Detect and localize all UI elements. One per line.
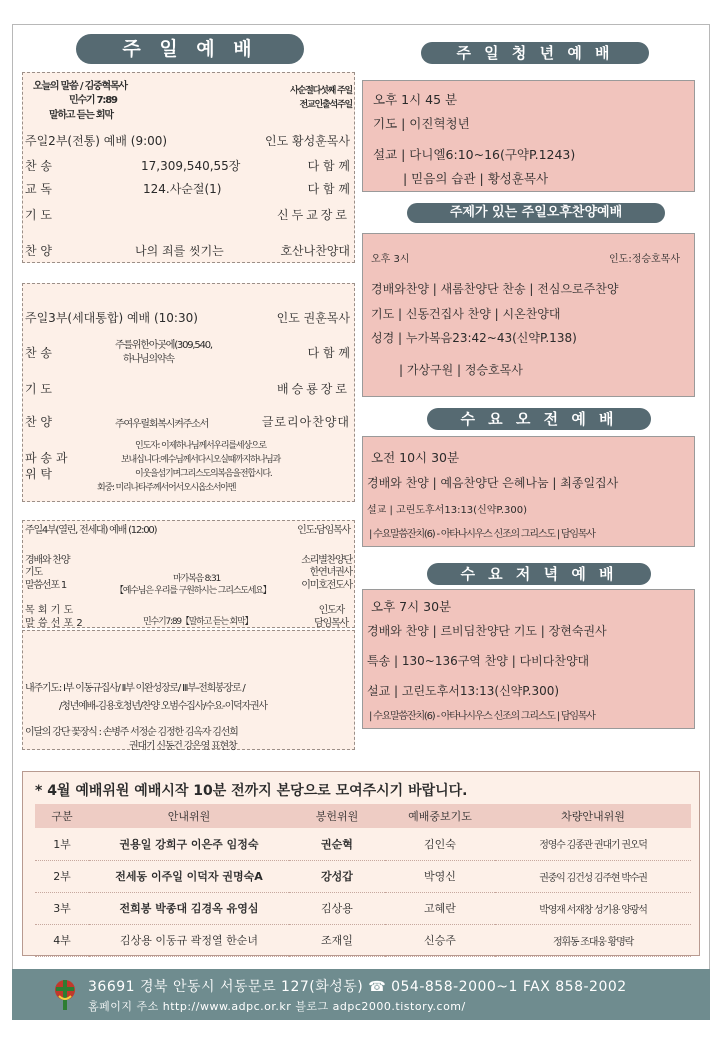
order-person: 소리별찬양단 <box>301 555 352 566</box>
order-person: 신두교장로 <box>277 208 350 222</box>
table-cell: 1부 <box>35 828 89 860</box>
table-cell: 2부 <box>35 860 89 892</box>
youth-sermon: 설교 | 다니엘6:10~16(구약P.1243) <box>373 147 576 162</box>
table-cell: 신승주 <box>385 924 495 956</box>
wed-morning-line: 설교 | 고린도후서13:13(신약P.300) <box>367 505 528 516</box>
table-cell: 조재일 <box>289 924 385 956</box>
service3-box <box>22 283 355 502</box>
order-value: 124.사순절(1) <box>143 182 222 196</box>
order-value: 주여우릴회복시켜주소서 <box>115 419 209 430</box>
order-label: 교 독 <box>25 182 52 196</box>
duty-section <box>22 771 700 956</box>
service3-leader: 인도 권훈목사 <box>276 311 350 325</box>
church-address: 36691 경북 안동시 서동문로 127(화성동) ☎ 054-858-2000~1 FAX 858-2002 <box>88 979 627 995</box>
wed-evening-line: | 수요말씀잔치(6) - 아타나시우스 신조의 그리스도 | 담임목사 <box>369 711 595 722</box>
wed-evening-line: 특송 | 130~136구역 찬양 | 다비다찬양대 <box>367 654 590 668</box>
order-person: 담임목사 <box>314 618 348 629</box>
order-label: 파 송 과 <box>25 451 68 465</box>
table-cell: 김인숙 <box>385 828 495 860</box>
lent-note: 사순절다섯째 주일 <box>290 86 352 96</box>
service4-title: 주일4부(열린, 전세대) 예배 (12:00) <box>25 525 157 536</box>
sending-text: 회중: 미리나타주께서어서오시옵소서아멘 <box>97 483 236 493</box>
column-header: 예배중보기도 <box>385 804 495 828</box>
table-cell: 권순혁 <box>289 828 385 860</box>
order-label: 찬 양 <box>25 244 52 258</box>
order-label: 기 도 <box>25 208 52 222</box>
praise-box <box>362 233 695 397</box>
sunday-worship-header: 주 일 예 배 <box>76 34 304 64</box>
table-cell: 박영신 <box>385 860 495 892</box>
order-person: 한연녀권사 <box>309 567 352 578</box>
sermon-title: 말하고 듣는 회막 <box>49 110 113 121</box>
church-footer <box>12 969 710 1020</box>
wed-morning-box <box>362 436 695 547</box>
youth-time: 오후 1시 45 분 <box>373 92 458 107</box>
attendance-note: 전교인출석주일 <box>299 100 352 110</box>
table-row <box>35 892 691 924</box>
youth-sermon-title: | 믿음의 습관 | 황성훈목사 <box>403 171 549 186</box>
sending-text: 보내십니다.예수님께서다시오실때까지하나님과 <box>121 455 281 465</box>
order-label: 위 탁 <box>25 467 52 481</box>
order-person: 배승룡장로 <box>277 382 350 396</box>
duty-title: * 4월 예배위원 예배시작 10분 전까지 본당으로 모여주시기 바랍니다. <box>35 783 468 799</box>
order-label: 말 씀 선 포 2 <box>25 618 83 629</box>
table-cell: 전세동 이주일 이덕자 권명숙A <box>89 860 289 892</box>
column-header: 봉헌위원 <box>289 804 385 828</box>
order-person: 인도자 <box>318 605 344 616</box>
order-value: 민수기7:89【말하고 듣는 회막】 <box>143 617 253 627</box>
praise-worship-header: 주제가 있는 주일오후찬양예배 <box>407 203 665 223</box>
order-value: 마가복음 8:31 <box>173 574 221 584</box>
duty-table <box>35 804 691 957</box>
table-cell: 전희봉 박종대 김경옥 유영심 <box>89 892 289 924</box>
order-label: 기 도 <box>25 382 52 396</box>
table-cell: 김상용 <box>289 892 385 924</box>
sending-text: 인도자: 이제하나님께서우리를세상으로 <box>135 441 266 451</box>
order-person: 글로리아찬양대 <box>261 415 350 429</box>
wed-morning-header: 수 요 오 전 예 배 <box>427 408 651 430</box>
table-cell: 고혜란 <box>385 892 495 924</box>
youth-worship-header: 주 일 청 년 예 배 <box>421 42 649 64</box>
praise-line: 경배와찬양 | 새롬찬양단 찬송 | 전심으로주찬양 <box>371 282 619 296</box>
wed-morning-time: 오전 10시 30분 <box>371 450 460 465</box>
youth-prayer: 기도 | 이진혁청년 <box>373 116 470 131</box>
order-label: 목 회 기 도 <box>25 605 74 616</box>
table-row <box>35 860 691 892</box>
wed-evening-box <box>362 589 695 729</box>
order-person: 다 함 께 <box>307 159 350 173</box>
order-value: 하나님의약속 <box>123 354 174 365</box>
order-value: 【예수님은 우리를 구원하시는 그리스도세요】 <box>115 586 271 596</box>
flower-note: 이달의 강단 꽃장식 : 손병주 서정순 김정한 김옥자 김선희 <box>25 727 238 738</box>
praise-line: 기도 | 신동건집사 찬양 | 시온찬양대 <box>371 307 561 321</box>
order-value: 나의 죄를 씻기는 <box>135 244 224 258</box>
wed-evening-line: 설교 | 고린도후서13:13(신약P.300) <box>367 684 560 698</box>
flower-note: 권대기 신동건 강은영 표현창 <box>129 741 237 752</box>
service2-box <box>22 72 355 263</box>
column-header: 구분 <box>35 804 89 828</box>
sermon-reference: 민수기 7:89 <box>69 95 117 106</box>
order-person: 다 함 께 <box>307 346 350 360</box>
order-value: 17,309,540,55장 <box>141 159 241 173</box>
order-label: 찬 송 <box>25 159 52 173</box>
praise-line: 성경 | 누가복음23:42~43(신약P.138) <box>371 331 577 345</box>
order-label: 찬 송 <box>25 346 52 360</box>
table-row <box>35 924 691 956</box>
order-person: 다 함 께 <box>307 182 350 196</box>
service4-box <box>22 520 355 628</box>
wed-evening-time: 오후 7시 30분 <box>371 599 452 614</box>
order-label: 말씀선포 1 <box>25 580 66 591</box>
order-label: 기도 <box>25 567 42 578</box>
wed-morning-line: | 수요말씀잔치(6) - 아타나시우스 신조의 그리스도 | 담임목사 <box>369 529 595 540</box>
table-cell: 권용일 강희구 이은주 임정숙 <box>89 828 289 860</box>
sermon-label: 오늘의 말씀 / 김중혁목사 <box>33 81 127 92</box>
sending-text: 이웃을섬기며그리스도의복음을전합시다. <box>135 469 272 479</box>
church-website[interactable]: 홈페이지 주소 http://www.adpc.or.kr 블로그 adpc2000.tistory.com/ <box>88 1000 466 1013</box>
duty-header-row <box>35 804 691 828</box>
youth-box <box>362 80 695 192</box>
table-row <box>35 828 691 860</box>
table-cell: 강성갑 <box>289 860 385 892</box>
table-cell: 김상용 이동규 곽정열 한순녀 <box>89 924 289 956</box>
table-cell: 정영수 김종관 권대기 권오덕 <box>495 828 691 860</box>
praise-line: | 가상구원 | 정승호목사 <box>399 363 523 377</box>
order-person: 이미호전도사 <box>301 580 352 591</box>
prayer-note: /청년예배-김용호청년/찬양 오범수집사/수요-이덕자권사 <box>59 701 267 712</box>
column-header: 안내위원 <box>89 804 289 828</box>
order-label: 경배와 찬양 <box>25 555 70 566</box>
praise-time: 오후 3시 <box>371 254 410 265</box>
service2-title: 주일2부(전통) 예배 (9:00) <box>25 134 168 148</box>
service4-leader: 인도:담임목사 <box>297 525 350 536</box>
praise-leader: 인도:정승호목사 <box>609 254 680 265</box>
wed-morning-line: 경배와 찬양 | 예음찬양단 은혜나눔 | 최종일집사 <box>367 476 619 490</box>
wed-evening-line: 경배와 찬양 | 르비딤찬양단 기도 | 장현숙권사 <box>367 624 607 638</box>
order-value: 주를위한아곳에(309,540, <box>115 340 212 351</box>
order-person: 호산나찬양대 <box>280 244 350 258</box>
table-cell: 4부 <box>35 924 89 956</box>
notes-box <box>22 630 355 750</box>
table-cell: 박영재 서재창 성기용 양광석 <box>495 892 691 924</box>
prayer-note: 내주기도: I부 이동규집사/ II부 이완성장로/ III부-전희봉장로 / <box>25 683 245 694</box>
column-header: 차량안내위원 <box>495 804 691 828</box>
church-cross-icon <box>52 978 78 1012</box>
service2-leader: 인도 황성훈목사 <box>265 134 350 148</box>
table-cell: 정휘동 조대웅 황명락 <box>495 924 691 956</box>
order-label: 찬 양 <box>25 415 52 429</box>
table-cell: 권중익 김건성 김주현 박수권 <box>495 860 691 892</box>
wed-evening-header: 수 요 저 녁 예 배 <box>427 563 651 585</box>
table-cell: 3부 <box>35 892 89 924</box>
service3-title: 주일3부(세대통합) 예배 (10:30) <box>25 311 198 325</box>
